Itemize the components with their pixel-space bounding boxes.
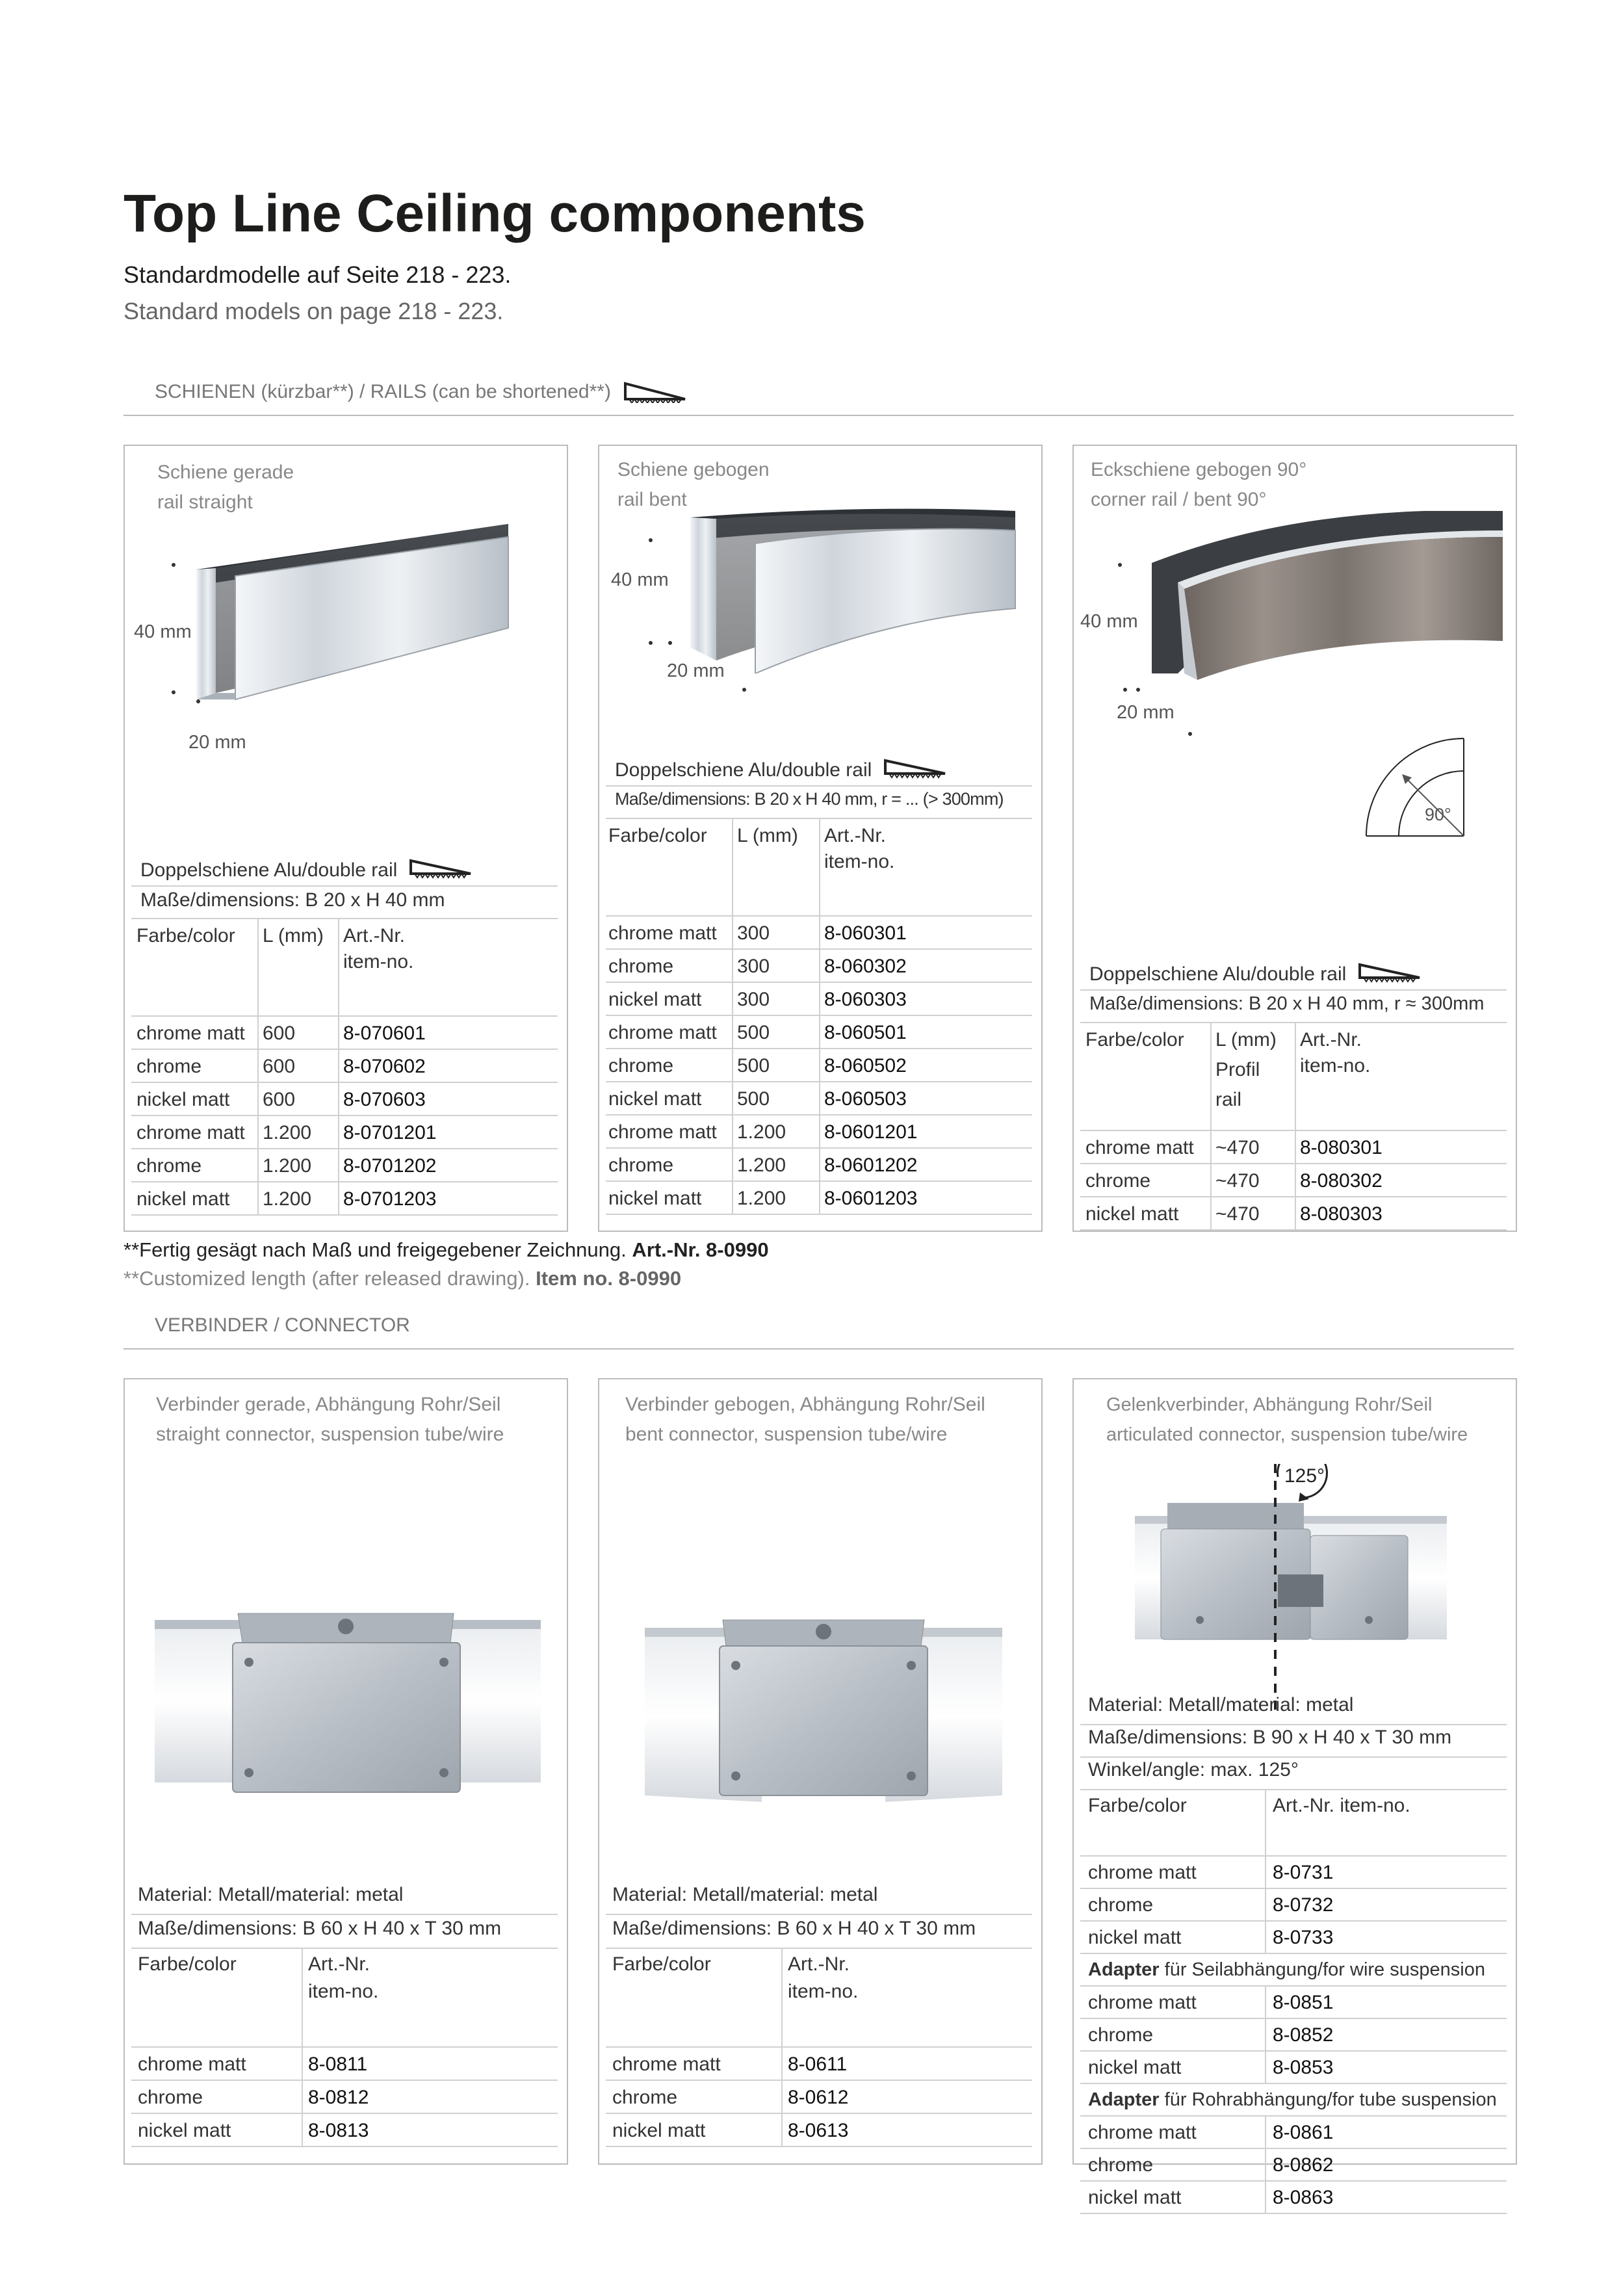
row-length: 300	[737, 955, 770, 977]
angle-spec: Winkel/angle: max. 125°	[1088, 1759, 1299, 1781]
divider	[131, 1948, 558, 1949]
row-item-number: 8-0812	[308, 2086, 369, 2108]
divider	[1080, 1789, 1507, 1790]
rail-straight-image	[170, 498, 521, 706]
row-item-number: 8-060502	[824, 1054, 907, 1076]
dim-width: 20 mm	[667, 660, 725, 681]
product-name	[1089, 958, 1422, 985]
dim-dot	[649, 538, 653, 542]
row-length: 600	[263, 1055, 296, 1077]
header-length-rail: rail	[1215, 1089, 1242, 1110]
table-row	[599, 2080, 1041, 2113]
dim-dot	[649, 641, 653, 645]
table-row	[599, 1114, 1041, 1147]
row-color: chrome	[1085, 1169, 1151, 1192]
table-row	[125, 1115, 567, 1148]
dimensions: Maße/dimensions: B 60 x H 40 x T 30 mm	[138, 1918, 502, 1939]
footnote-en	[123, 1267, 681, 1290]
conn-joint-image	[1135, 1464, 1447, 1717]
divider	[1080, 1229, 1507, 1231]
row-color: chrome matt	[608, 922, 717, 944]
conn-straight-image	[155, 1607, 541, 1802]
angle-label: 90°	[1425, 805, 1451, 824]
product-name	[615, 754, 948, 781]
adapter-text: für Seilabhängung/for wire suspension	[1159, 1959, 1485, 1980]
caption-en: rail straight	[157, 491, 253, 513]
row-color: nickel matt	[1088, 2187, 1182, 2208]
dim-dot	[172, 563, 175, 567]
caption-en: corner rail / bent 90°	[1091, 489, 1267, 510]
product-name	[140, 854, 473, 881]
row-item-number: 8-070603	[343, 1088, 426, 1110]
material: Material: Metall/material: metal	[1088, 1694, 1354, 1715]
divider	[1080, 989, 1507, 991]
row-color: chrome matt	[136, 1022, 245, 1044]
dim-dot	[1118, 563, 1122, 567]
row-color: nickel matt	[608, 1187, 702, 1209]
section-rails-rule	[123, 415, 1514, 416]
dimensions: Maße/dimensions: B 20 x H 40 mm	[140, 889, 445, 911]
row-item-number: 8-0733	[1273, 1927, 1334, 1948]
table-row	[1074, 1196, 1516, 1229]
row-item-number: 8-0861	[1273, 2122, 1334, 2143]
table-row	[1074, 2148, 1516, 2180]
rail-corner-image	[1139, 511, 1509, 693]
row-length: 1.200	[263, 1188, 312, 1210]
product-text: Doppelschiene Alu/double rail	[140, 859, 398, 881]
header-color: Farbe/color	[1085, 1029, 1184, 1050]
row-length: ~470	[1215, 1203, 1260, 1225]
product-text: Doppelschiene Alu/double rail	[1089, 963, 1347, 985]
row-color: nickel matt	[136, 1088, 230, 1110]
row-item-number: 8-060501	[824, 1021, 907, 1043]
caption-de: Schiene gebogen	[617, 459, 770, 480]
header-length: L (mm)	[263, 925, 324, 946]
adapter-wire-heading	[1088, 1957, 1485, 1983]
footnote-en-text: **Customized length (after released drawing).	[123, 1267, 536, 1290]
header-color: Farbe/color	[612, 1953, 711, 1975]
header-art-nr: Art.-Nr. item-no.	[1273, 1795, 1410, 1816]
dim-height: 40 mm	[134, 621, 192, 642]
section-rails-label	[155, 377, 688, 403]
saw-icon	[408, 854, 473, 880]
header-length-profil: Profil	[1215, 1059, 1260, 1080]
row-item-number: 8-070601	[343, 1022, 426, 1044]
row-item-number: 8-080303	[1300, 1203, 1383, 1225]
row-item-number: 8-0732	[1273, 1894, 1334, 1916]
row-item-number: 8-070602	[343, 1055, 426, 1077]
row-item-number: 8-060301	[824, 922, 907, 944]
row-item-number: 8-080301	[1300, 1136, 1383, 1158]
row-color: chrome matt	[138, 2053, 246, 2075]
dim-dot	[1123, 688, 1127, 692]
table-row	[1074, 2050, 1516, 2083]
material: Material: Metall/material: metal	[612, 1884, 878, 1905]
row-color: chrome	[138, 2086, 203, 2108]
row-color: nickel matt	[612, 2119, 706, 2141]
table-row	[1074, 1985, 1516, 2018]
table-row	[1074, 2115, 1516, 2148]
row-item-number: 8-060303	[824, 988, 907, 1010]
table-row	[125, 1181, 567, 1214]
row-item-number: 8-0601203	[824, 1187, 918, 1209]
row-color: nickel matt	[1088, 2057, 1182, 2078]
table-row	[125, 2080, 567, 2113]
dimensions: Maße/dimensions: B 90 x H 40 x T 30 mm	[1088, 1727, 1452, 1748]
row-length: 300	[737, 988, 770, 1010]
dim-dot	[1188, 732, 1192, 736]
table-row	[599, 982, 1041, 1015]
row-item-number: 8-0611	[788, 2053, 848, 2075]
row-color: chrome matt	[136, 1121, 245, 1143]
dim-dot	[172, 690, 175, 694]
row-color: chrome matt	[1088, 1862, 1197, 1883]
divider	[606, 1214, 1032, 1215]
caption-de: Eckschiene gebogen 90°	[1091, 459, 1307, 480]
row-item-number: 8-060503	[824, 1088, 907, 1110]
divider	[1080, 1756, 1507, 1758]
caption-de: Schiene gerade	[157, 462, 294, 483]
divider	[1080, 1022, 1507, 1023]
saw-icon	[1357, 958, 1422, 984]
footnote-de	[123, 1238, 769, 1262]
row-item-number: 8-0701203	[343, 1188, 437, 1210]
header-color: Farbe/color	[138, 1953, 237, 1975]
table-row	[1074, 2180, 1516, 2213]
header-color: Farbe/color	[136, 925, 235, 946]
row-color: nickel matt	[1088, 1927, 1182, 1948]
row-color: chrome matt	[1088, 2122, 1197, 2143]
header-item-no: item-no.	[308, 1981, 379, 2002]
caption-de: Verbinder gerade, Abhängung Rohr/Seil	[156, 1394, 501, 1415]
header-item-no: item-no.	[788, 1981, 859, 2002]
card-rail-bent	[598, 445, 1043, 1232]
table-row	[1074, 2018, 1516, 2050]
row-item-number: 8-0731	[1273, 1862, 1334, 1883]
caption-en: straight connector, suspension tube/wire	[156, 1424, 504, 1445]
row-item-number: 8-0601201	[824, 1121, 918, 1143]
row-item-number: 8-0701202	[343, 1155, 437, 1177]
row-item-number: 8-0813	[308, 2119, 369, 2141]
row-length: 1.200	[263, 1155, 312, 1177]
row-color: chrome	[612, 2086, 678, 2108]
section-connector-rule	[123, 1348, 1514, 1350]
adapter-label: Adapter	[1088, 2089, 1160, 2110]
row-length: 1.200	[737, 1187, 786, 1209]
footnote-de-text: **Fertig gesägt nach Maß und freigegebener Zeichnung.	[123, 1238, 632, 1261]
header-art-nr: Art.-Nr.	[343, 925, 405, 946]
row-color: nickel matt	[608, 988, 702, 1010]
table-row	[125, 2113, 567, 2146]
column-divider	[1265, 1790, 1266, 1953]
subtitle-en: Standard models on page 218 - 223.	[123, 298, 504, 324]
caption	[156, 1390, 504, 1450]
divider	[131, 885, 558, 887]
caption	[625, 1390, 985, 1450]
saw-icon	[623, 377, 688, 403]
divider	[1080, 1953, 1507, 1954]
dimensions: Maße/dimensions: B 60 x H 40 x T 30 mm	[612, 1918, 976, 1939]
saw-icon	[883, 754, 948, 780]
angle-label: 125°	[1284, 1465, 1325, 1487]
table-row	[125, 2046, 567, 2080]
table-row	[125, 1082, 567, 1115]
row-item-number: 8-0853	[1273, 2057, 1334, 2078]
card-conn-straight	[123, 1378, 568, 2165]
divider	[606, 2146, 1032, 2147]
divider	[131, 1214, 558, 1216]
row-length: 600	[263, 1022, 296, 1044]
table-row	[125, 1049, 567, 1082]
header-item-no: item-no.	[343, 951, 414, 972]
divider	[131, 2146, 558, 2147]
product-text: Doppelschiene Alu/double rail	[615, 759, 872, 781]
dim-height: 40 mm	[1080, 611, 1138, 632]
header-art-nr: Art.-Nr.	[1300, 1029, 1362, 1050]
divider	[1080, 2083, 1507, 2084]
dim-width: 20 mm	[188, 732, 246, 753]
table-row	[599, 948, 1041, 982]
header-art-nr: Art.-Nr.	[308, 1953, 370, 1975]
table-row	[599, 1081, 1041, 1114]
card-rail-straight	[123, 445, 568, 1232]
section-rails-text: SCHIENEN (kürzbar**) / RAILS (can be shortened**)	[155, 381, 611, 402]
caption-en: rail bent	[617, 489, 687, 510]
section-connector-label: VERBINDER / CONNECTOR	[155, 1314, 410, 1336]
row-color: chrome	[1088, 2024, 1154, 2046]
row-color: nickel matt	[608, 1088, 702, 1110]
row-item-number: 8-080302	[1300, 1169, 1383, 1192]
row-length: ~470	[1215, 1136, 1260, 1158]
row-color: chrome matt	[1085, 1136, 1194, 1158]
row-color: chrome	[136, 1055, 202, 1077]
material: Material: Metall/material: metal	[138, 1884, 404, 1905]
adapter-text: für Rohrabhängung/for tube suspension	[1159, 2089, 1497, 2110]
table-row	[599, 2046, 1041, 2080]
table-row	[599, 915, 1041, 948]
table-row	[599, 1147, 1041, 1181]
table-row	[1074, 1130, 1516, 1163]
row-color: chrome matt	[608, 1121, 717, 1143]
row-length: 300	[737, 922, 770, 944]
divider	[606, 1948, 1032, 1949]
table-row	[599, 1181, 1041, 1214]
page-title: Top Line Ceiling components	[123, 184, 866, 243]
row-item-number: 8-0701201	[343, 1121, 437, 1143]
row-item-number: 8-060302	[824, 955, 907, 977]
dim-dot	[742, 688, 746, 692]
header-length: L (mm)	[737, 825, 798, 846]
table-row	[125, 1148, 567, 1181]
divider	[606, 785, 1032, 787]
column-divider	[1265, 2115, 1266, 2213]
table-row	[599, 2113, 1041, 2146]
row-length: 1.200	[737, 1121, 786, 1143]
row-item-number: 8-0811	[308, 2053, 368, 2075]
dim-width: 20 mm	[1117, 702, 1175, 723]
row-item-number: 8-0613	[788, 2119, 849, 2141]
rail-bent-image	[664, 478, 1028, 673]
footnote-de-item: Art.-Nr. 8-0990	[632, 1238, 769, 1261]
caption	[1091, 455, 1306, 515]
adapter-tube-heading	[1088, 2087, 1497, 2113]
row-color: chrome matt	[1088, 1992, 1197, 2013]
caption-en: articulated connector, suspension tube/wire	[1106, 1424, 1468, 1445]
header-color: Farbe/color	[608, 825, 707, 846]
divider	[131, 1914, 558, 1915]
row-color: chrome	[1088, 2154, 1154, 2176]
row-color: chrome matt	[612, 2053, 721, 2075]
divider	[606, 1914, 1032, 1915]
dimensions: Maße/dimensions: B 20 x H 40 mm, r ≈ 300mm	[1089, 993, 1485, 1014]
row-length: 1.200	[737, 1154, 786, 1176]
caption-de: Gelenkverbinder, Abhängung Rohr/Seil	[1106, 1394, 1433, 1415]
table-row	[1074, 1163, 1516, 1196]
row-item-number: 8-0612	[788, 2086, 849, 2108]
caption	[1106, 1390, 1468, 1450]
table-row	[599, 1048, 1041, 1081]
row-item-number: 8-0851	[1273, 1992, 1334, 2013]
row-length: 1.200	[263, 1121, 312, 1143]
footnote-en-item: Item no. 8-0990	[536, 1267, 682, 1290]
table-row	[1074, 1920, 1516, 1953]
row-color: chrome	[608, 1054, 674, 1076]
card-conn-joint	[1072, 1378, 1517, 2208]
header-art-nr: Art.-Nr.	[788, 1953, 850, 1975]
divider	[1080, 1724, 1507, 1725]
divider	[131, 918, 558, 919]
angle-diagram	[1360, 732, 1477, 842]
dim-dot	[668, 641, 672, 645]
dimensions: Maße/dimensions: B 20 x H 40 mm, r = ... (> 300mm)	[615, 789, 1004, 809]
dim-dot	[1136, 688, 1140, 692]
row-item-number: 8-0601202	[824, 1154, 918, 1176]
row-length: 500	[737, 1021, 770, 1043]
dim-dot	[196, 699, 200, 703]
row-length: ~470	[1215, 1169, 1260, 1192]
divider	[1080, 2213, 1507, 2214]
conn-bent-image	[645, 1613, 1002, 1808]
row-color: nickel matt	[136, 1188, 230, 1210]
row-color: nickel matt	[138, 2119, 231, 2141]
row-color: chrome matt	[608, 1021, 717, 1043]
adapter-label: Adapter	[1088, 1959, 1160, 1980]
row-color: chrome	[136, 1155, 202, 1177]
row-color: chrome	[1088, 1894, 1154, 1916]
row-color: nickel matt	[1085, 1203, 1179, 1225]
row-length: 600	[263, 1088, 296, 1110]
header-length: L (mm)	[1215, 1029, 1277, 1050]
table-row	[125, 1015, 567, 1049]
caption-de: Verbinder gebogen, Abhängung Rohr/Seil	[625, 1394, 985, 1415]
header-art-nr: Art.-Nr.	[824, 825, 886, 846]
caption-en: bent connector, suspension tube/wire	[625, 1424, 948, 1445]
header-item-no: item-no.	[1300, 1055, 1371, 1076]
row-color: chrome	[608, 955, 674, 977]
card-rail-corner	[1072, 445, 1517, 1232]
header-item-no: item-no.	[824, 851, 895, 872]
table-row	[1074, 1888, 1516, 1920]
table-row	[599, 1015, 1041, 1048]
row-item-number: 8-0863	[1273, 2187, 1334, 2208]
row-color: chrome	[608, 1154, 674, 1176]
row-item-number: 8-0852	[1273, 2024, 1334, 2046]
subtitle-de: Standardmodelle auf Seite 218 - 223.	[123, 261, 512, 288]
card-conn-bent	[598, 1378, 1043, 2165]
row-item-number: 8-0862	[1273, 2154, 1334, 2176]
column-divider	[1265, 1985, 1266, 2083]
header-color: Farbe/color	[1088, 1795, 1187, 1816]
dim-height: 40 mm	[611, 569, 669, 590]
row-length: 500	[737, 1054, 770, 1076]
table-row	[1074, 1855, 1516, 1888]
row-length: 500	[737, 1088, 770, 1110]
